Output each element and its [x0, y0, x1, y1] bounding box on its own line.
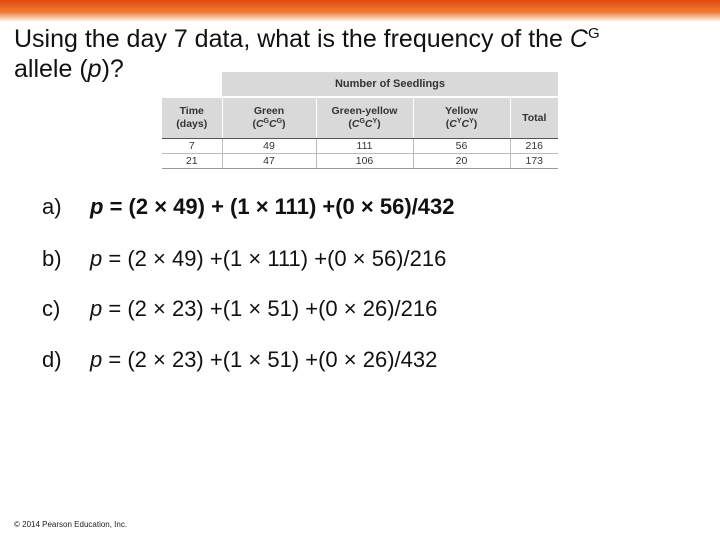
table-cell-time: 21 [162, 154, 222, 169]
table-cell-yellow: 20 [413, 154, 510, 169]
table-row [162, 154, 558, 169]
answer-expression: p = (2 × 49) +(1 × 111) +(0 × 56)/216 [90, 246, 447, 271]
table-cell-total: 216 [510, 139, 558, 154]
answer-letter: a) [42, 194, 62, 219]
table-cell-time: 7 [162, 139, 222, 154]
copyright-notice: © 2014 Pearson Education, Inc. [14, 520, 128, 529]
seedling-data-table [162, 72, 558, 169]
column-header-time: Time (days) [162, 97, 222, 139]
table-row [162, 139, 558, 154]
answer-expression: p = (2 × 23) +(1 × 51) +(0 × 26)/216 [90, 296, 438, 321]
column-header-green-yellow: Green-yellow $(C^GC^Y)$ [316, 97, 413, 139]
answer-option-d[interactable] [42, 344, 682, 376]
column-header-total: Total [510, 97, 558, 139]
column-header-yellow: Yellow $(C^YC^Y)$ [413, 97, 510, 139]
answer-option-a[interactable] [42, 191, 682, 223]
answer-option-c[interactable] [42, 293, 682, 325]
table-cell-yellow: 56 [413, 139, 510, 154]
table-cell-green-yellow: 111 [316, 139, 413, 154]
question-text: Using the day 7 data, what is the frequency of the $C^G$ allele (p)? [14, 25, 600, 83]
table-span-header: Number of Seedlings [222, 72, 558, 97]
table-cell-green: 47 [222, 154, 316, 169]
answer-letter: b) [42, 246, 62, 271]
table-cell-green-yellow: 106 [316, 154, 413, 169]
answer-expression: p = (2 × 49) + (1 × 111) +(0 × 56)/432 [90, 194, 455, 219]
column-header-green: Green $(C^GC^G)$ [222, 97, 316, 139]
answer-expression: p = (2 × 23) +(1 × 51) +(0 × 26)/432 [90, 347, 438, 372]
answer-option-b[interactable] [42, 243, 682, 275]
table-corner [162, 72, 222, 97]
answer-letter: d) [42, 347, 62, 372]
answer-letter: c) [42, 296, 61, 321]
top-accent-bar [0, 0, 720, 22]
table-cell-total: 173 [510, 154, 558, 169]
table-cell-green: 49 [222, 139, 316, 154]
